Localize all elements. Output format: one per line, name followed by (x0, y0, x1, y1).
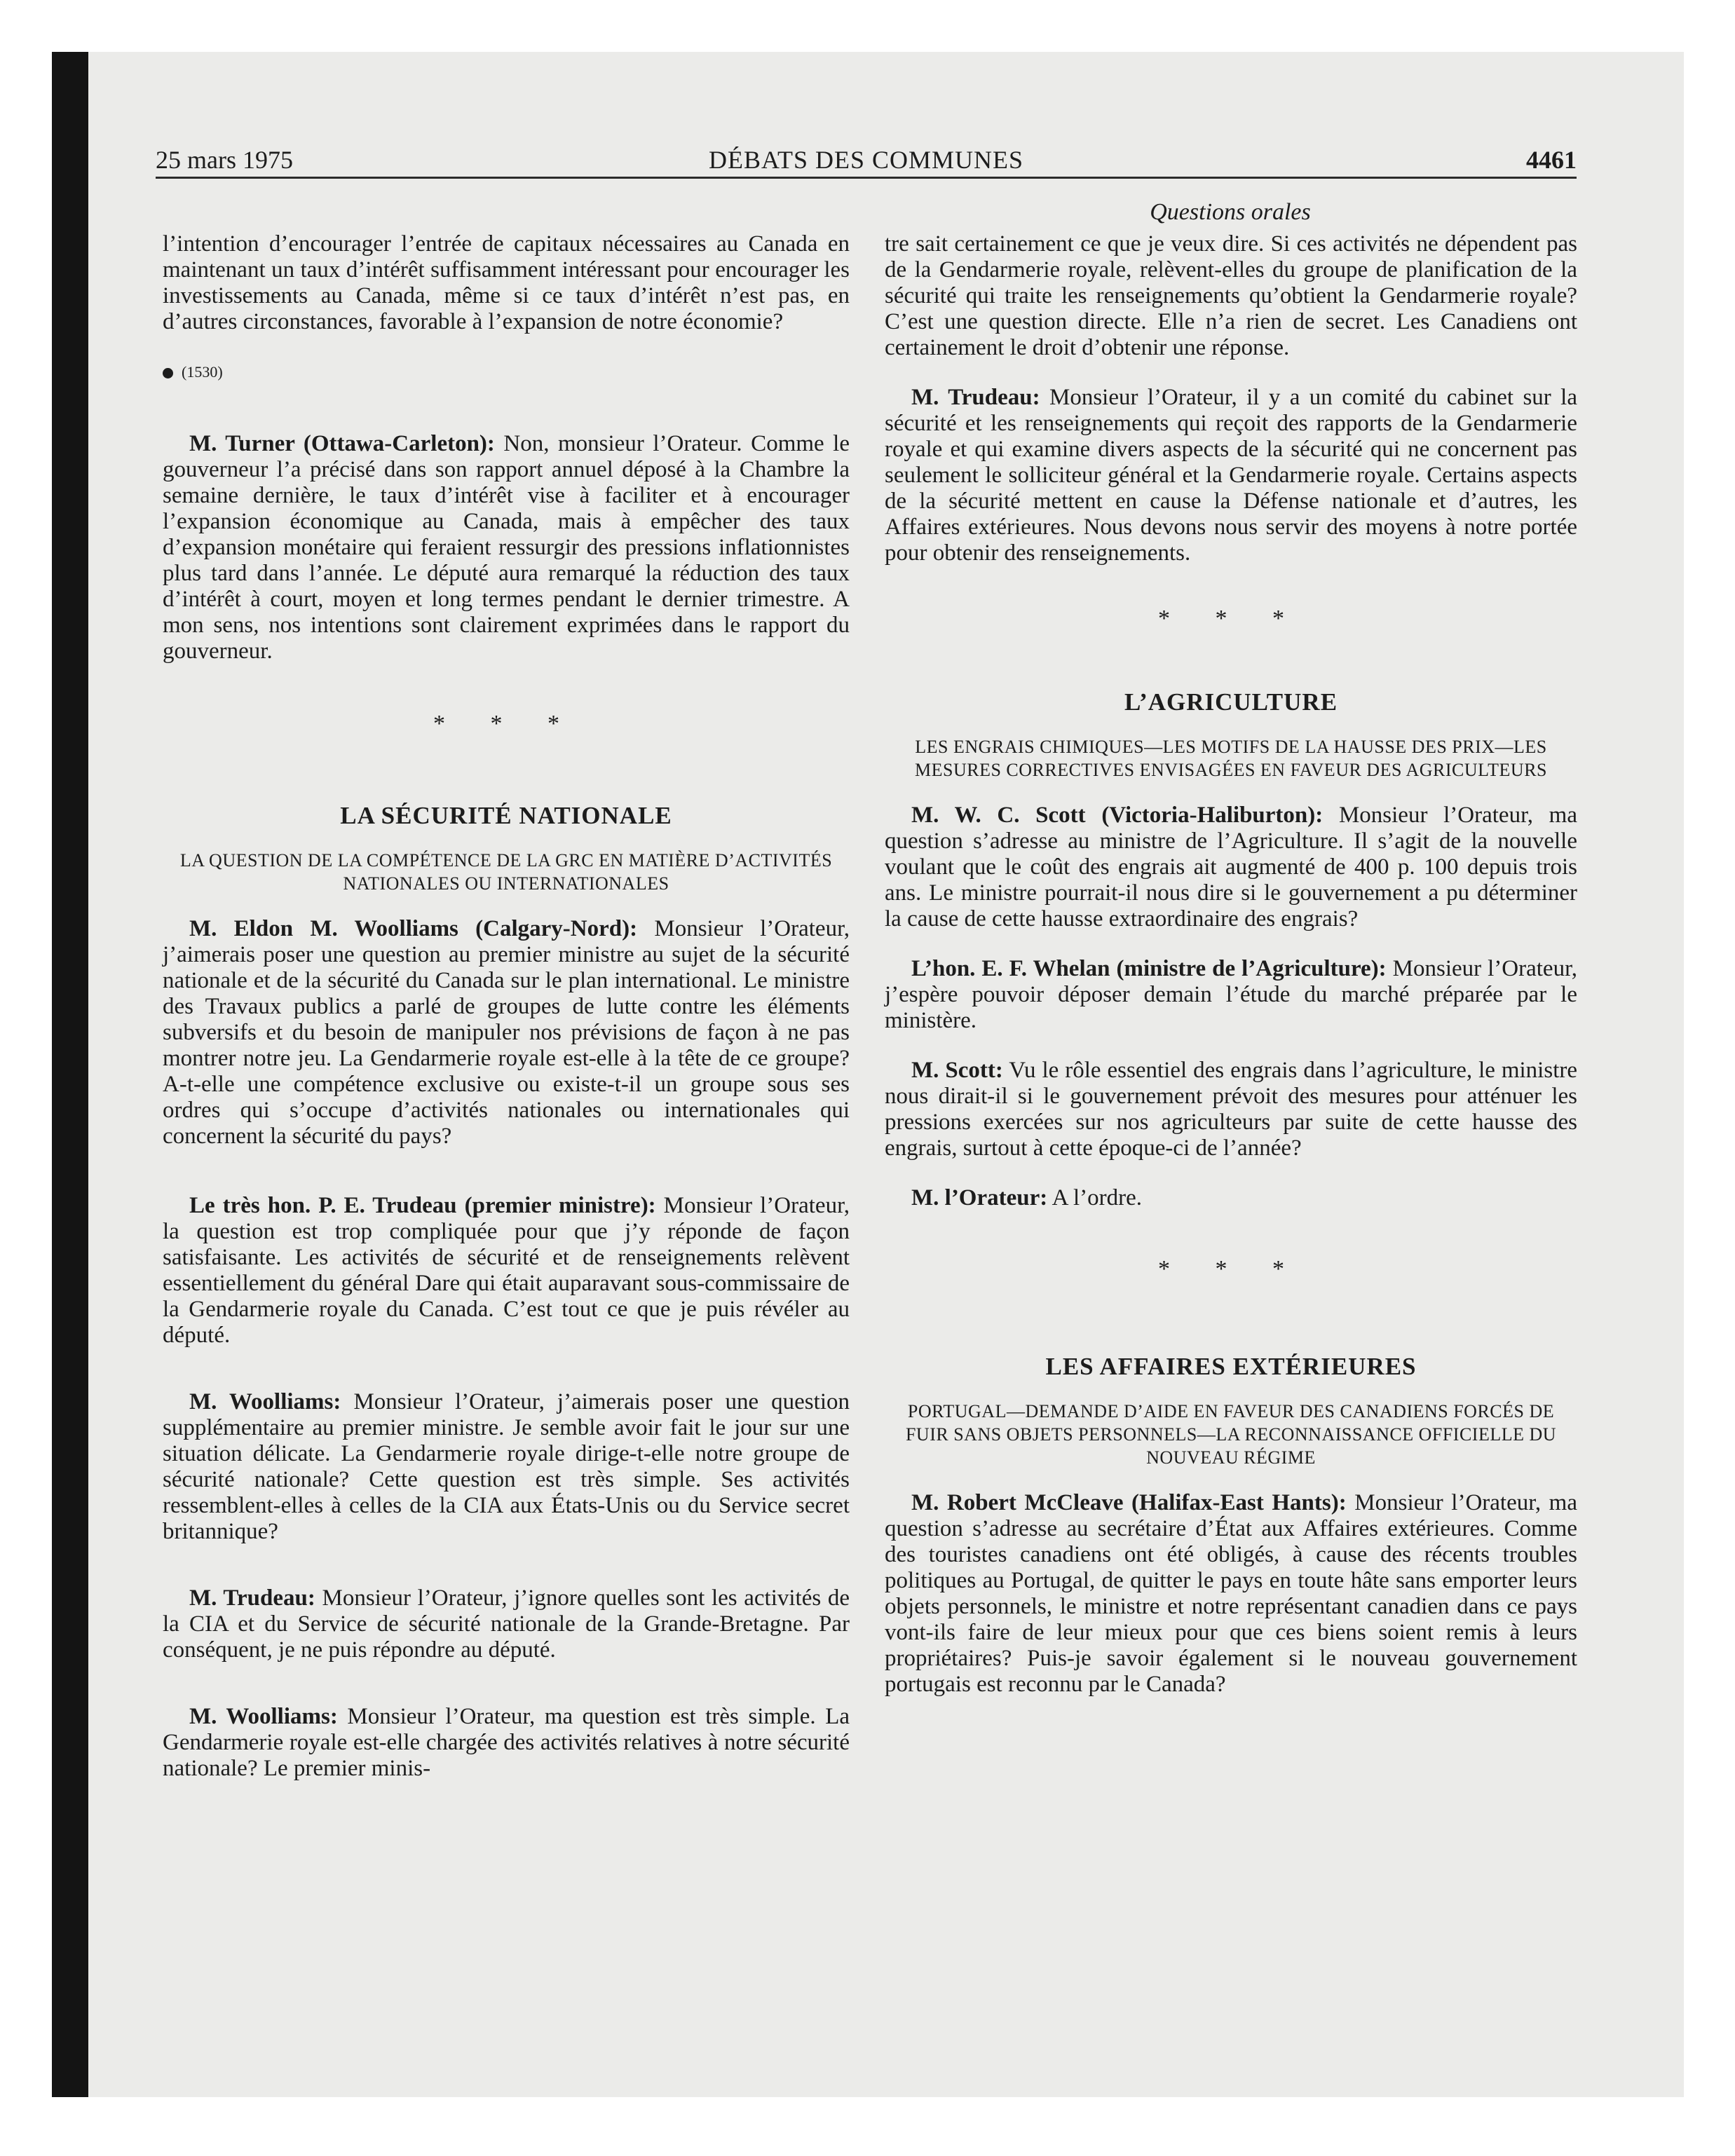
paragraph: l’intention d’encourager l’entrée de capitaux nécessaires au Canada en maintenant un taux d’intérêt suffisamment intéressant pour encourager les investissements au Canada, même si ce taux d’intérêt n’est pas, en d’autres circonstances, favorable à l’expansion de notre économie? (163, 231, 850, 334)
speaker-name: L’hon. E. F. Whelan (ministre de l’Agriculture): (911, 956, 1387, 981)
page-header (156, 142, 1577, 179)
speaker-name: M. l’Orateur: (911, 1185, 1048, 1210)
speech-text: Non, monsieur l’Orateur. Comme le gouverneur l’a précisé dans son rapport annuel déposé à la Chambre la semaine dernière, le taux d’intérêt vise à faciliter et à encourager l’expansion économique au Canada, mais à empêcher des taux d’expansion monétaire qui feraient ressurgir des pressions inflationnistes plus tard dans l’année. Le député aura remarqué la réduction des taux d’intérêt à court, moyen et long termes pendant le dernier trimestre. A mon sens, nos intentions sont clairement exprimées dans le rapport du gouverneur. (163, 431, 850, 664)
section-separator: * * * (1158, 606, 1304, 632)
speech-paragraph (885, 956, 1577, 1034)
speech-text: Monsieur l’Orateur, j’aimerais poser une question supplémentaire au premier ministre. Je semble avoir fait le jour sur une situation délicate. La Gendarmerie royale dirige-t-elle notre groupe de sécurité nationale? Cette question est très simple. Ses activités ressemblent-elles à celles de la CIA aux États-Unis ou du Service secret britannique? (163, 1389, 850, 1544)
speaker-name: M. Woolliams: (189, 1704, 338, 1729)
speech-text: Monsieur l’Orateur, j’espère pouvoir déposer demain l’étude du marché préparée par le ministère. (885, 956, 1577, 1033)
speech-text: Monsieur l’Orateur, la question est trop compliquée pour que j’y réponde de façon satisfaisante. Les activités de sécurité et de renseignements relèvent essentiellement du général Dare qui était auparavant sous-commissaire de la Gendarmerie royale du Canada. C’est tout ce que je puis révéler au député. (163, 1193, 850, 1348)
speech-paragraph (163, 1704, 850, 1782)
speech-text: Vu le rôle essentiel des engrais dans l’agriculture, le ministre nous dirait-il si le gouvernement prévoit des mesures pour atténuer les pressions exercées sur nos agriculteurs par suite de cette hausse des engrais, surtout à cette époque-ci de l’année? (885, 1058, 1577, 1161)
speech-text: Monsieur l’Orateur, j’aimerais poser une question au premier ministre au sujet de la sécurité nationale et de la sécurité du Canada sur le plan international. Le ministre des Travaux publics a parlé de groupes de lutte contre les éléments subversifs et du besoin de manipuler nos prévisions de façon à ne pas montrer notre jeu. La Gendarmerie royale est-elle à la tête de ce groupe? A-t-elle une compétence exclusive ou existe-t-il un groupe sous ses ordres qui s’occupe d’activités nationales ou internationales qui concernent la sécurité du pays? (163, 916, 850, 1149)
speech-paragraph (163, 1585, 850, 1663)
speaker-name: M. Robert McCleave (Halifax-East Hants): (911, 1490, 1347, 1515)
speech-text: Monsieur l’Orateur, ma question s’adresse au ministre de l’Agriculture. Il s’agit de la nouvelle voulant que le coût des engrais ait augmenté de 400 p. 100 depuis trois ans. Le ministre pourrait-il nous dire si le gouvernement a pu déterminer la cause de cette hausse extraordinaire des engrais? (885, 803, 1577, 932)
speech-paragraph (163, 1389, 850, 1545)
section-separator: * * * (433, 711, 579, 737)
time-marker-text: (1530) (182, 363, 223, 381)
speaker-name: M. Trudeau: (911, 385, 1040, 410)
speech-paragraph (163, 1193, 850, 1349)
speech-text: Monsieur l’Orateur, ma question s’adresse au secrétaire d’État aux Affaires extérieures. Comme des touristes canadiens ont été obligés, à cause des récents troubles politiques au Portugal, de quitter le pays en toute hâte sans emporter leurs objets personnels, le ministre et notre représentant canadien dans ce pays vont-ils faire de leur mieux pour que ces biens soient remis à leurs propriétaires? Puis-je savoir également si le nouveau gouvernement portugais est reconnu par le Canada? (885, 1490, 1577, 1697)
speaker-name: M. Woolliams: (189, 1389, 341, 1414)
speech-paragraph (885, 803, 1577, 932)
page-number: 4461 (1526, 146, 1577, 174)
speech-text: Monsieur l’Orateur, ma question est très simple. La Gendarmerie royale est-elle chargée des activités relatives à notre sécurité nationale? Le premier minis- (163, 1704, 850, 1781)
header-date: 25 mars 1975 (156, 146, 293, 174)
speech-paragraph (885, 1490, 1577, 1698)
scan-binding-shadow (52, 52, 88, 2097)
section-subheading: PORTUGAL—DEMANDE D’AIDE EN FAVEUR DES CANADIENS FORCÉS DE FUIR SANS OBJETS PERSONNELS—LA RECONNAISSANCE OFFICIELLE DU NOUVEAU RÉGIME (905, 1401, 1557, 1468)
time-marker (163, 359, 850, 385)
speech-paragraph (885, 385, 1577, 566)
section-subheading: LA QUESTION DE LA COMPÉTENCE DE LA GRC EN MATIÈRE D’ACTIVITÉS NATIONALES OU INTERNATIONALES (179, 850, 833, 894)
left-column (163, 231, 850, 1806)
bullet-dot-icon (163, 368, 173, 378)
speech-paragraph (885, 1185, 1577, 1211)
speaker-name: Le très hon. P. E. Trudeau (premier ministre): (189, 1193, 656, 1218)
running-head: Questions orales (1150, 199, 1311, 225)
section-subheading: LES ENGRAIS CHIMIQUES—LES MOTIFS DE LA HAUSSE DES PRIX—LES MESURES CORRECTIVES ENVISAGÉES EN FAVEUR DES AGRICULTEURS (914, 737, 1547, 780)
speech-text: A l’ordre. (1047, 1185, 1142, 1210)
speaker-name: M. Scott: (911, 1058, 1003, 1083)
speech-text: Monsieur l’Orateur, il y a un comité du cabinet sur la sécurité et les renseignements qui reçoit des rapports de la Gendarmerie royale et qui examine divers aspects de la sécurité qui ne concernent pas seulement le solliciteur général et la Gendarmerie royale. Certains aspects de la sécurité mettent en cause la Défense nationale et d’autres, les Affaires extérieures. Nous devons nous servir des moyens à notre portée pour obtenir des renseignements. (885, 385, 1577, 566)
section-separator: * * * (1158, 1256, 1304, 1282)
section-heading: L’AGRICULTURE (1124, 688, 1338, 716)
section-heading: LA SÉCURITÉ NATIONALE (340, 802, 672, 829)
speaker-name: M. Trudeau: (189, 1585, 315, 1611)
speech-paragraph (163, 916, 850, 1149)
speaker-name: M. Eldon M. Woolliams (Calgary-Nord): (189, 916, 638, 941)
scan-margin (0, 0, 52, 2156)
right-column (885, 231, 1577, 1721)
speaker-name: M. W. C. Scott (Victoria-Haliburton): (911, 803, 1324, 828)
section-heading: LES AFFAIRES EXTÉRIEURES (1045, 1353, 1417, 1380)
speech-paragraph (163, 431, 850, 664)
paragraph: tre sait certainement ce que je veux dire. Si ces activités ne dépendent pas de la Gendarmerie royale, relèvent-elles du groupe de planification de la sécurité qui traite les renseignements qu’obtient la Gendarmerie royale? C’est une question directe. Elle n’a rien de secret. Les Canadiens ont certainement le droit d’obtenir une réponse. (885, 231, 1577, 360)
speech-text: Monsieur l’Orateur, j’ignore quelles sont les activités de la CIA et du Service de sécurité nationale de la Grande-Bretagne. Par conséquent, je ne puis répondre au député. (163, 1585, 850, 1663)
header-title: DÉBATS DES COMMUNES (708, 146, 1024, 174)
speech-paragraph (885, 1058, 1577, 1161)
speaker-name: M. Turner (Ottawa-Carleton): (189, 431, 495, 456)
